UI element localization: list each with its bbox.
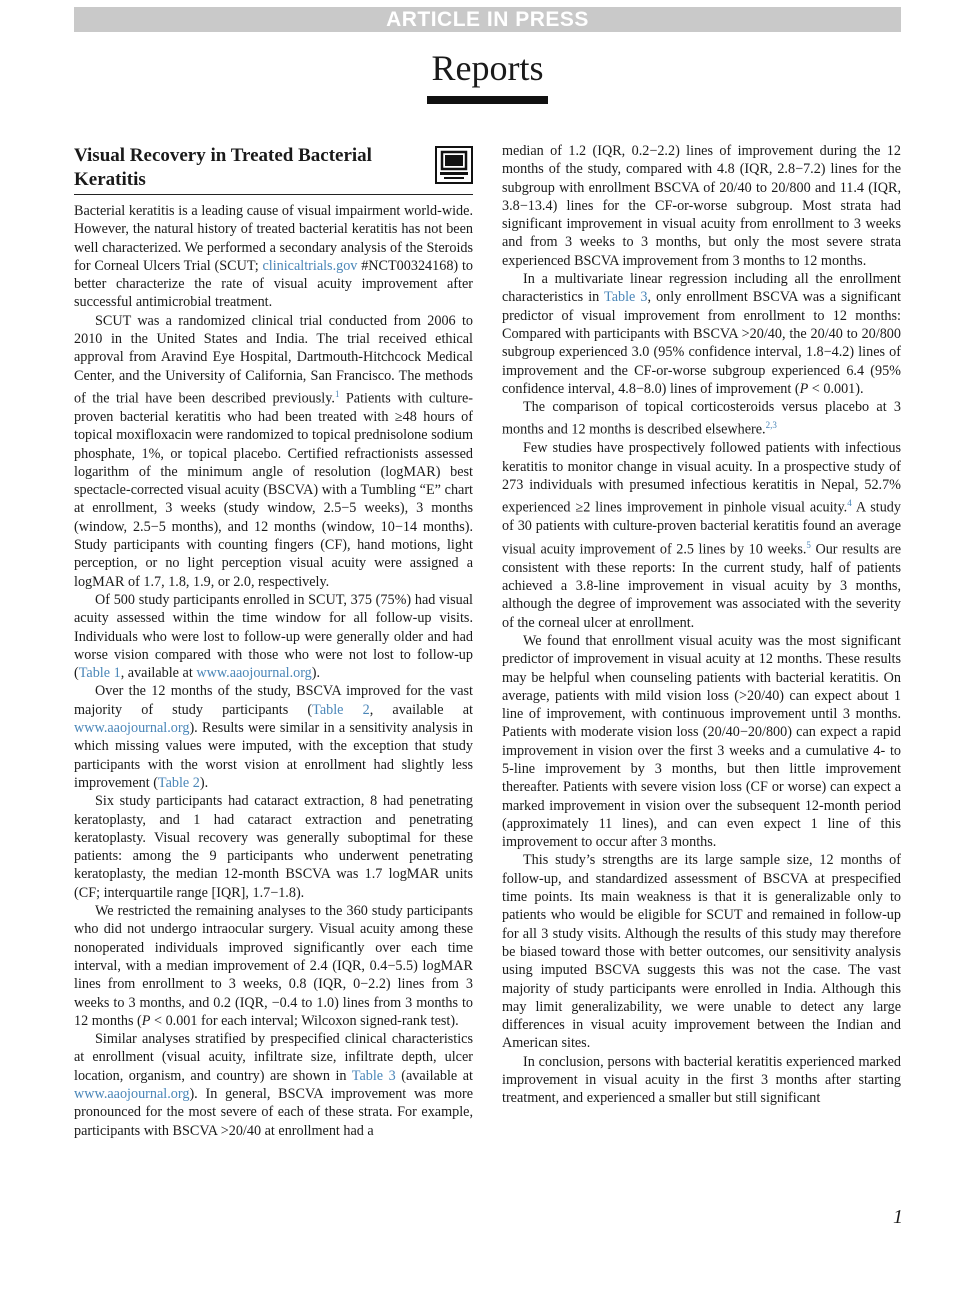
- body-paragraph: [502, 1053, 901, 1108]
- page-number: 1: [893, 1206, 903, 1228]
- paragraph-text: In conclusion, persons with bacterial keratitis experienced marked improvement in visual acuity in the first 3 months after starting treatment, and experienced a smaller but still significant: [502, 1053, 901, 1107]
- inline-link[interactable]: www.aaojournal.org: [74, 720, 190, 737]
- paragraph-text: Of 500 study participants enrolled in SCUT, 375 (75%) had visual acuity assessed within the time window for all follow-up visits. Individuals who were lost to follow-up were generally older and had worse vision compared with those who were not lost to follow-up (: [74, 591, 473, 682]
- paragraph-text: Few studies have prospectively followed patients with infectious keratitis to monitor change in visual acuity. In a prospective study of 273 individuals with presumed infectious keratitis in Nepal, 52.7% experienced ≥2 lines improvement in pinhole visual acuity.: [502, 440, 901, 517]
- paragraph-text: , only enrollment BSCVA was a significant predictor of visual improvement from enrollment to 12 months: Compared with participants with BSCVA >20/40, the 20/40 to 20/800 subgroup experienced 3.0 (95% confidence interval, 1.8−4.2) lines of improvement and the CF-or-worse subgroup experienced 6.4 (95% confidence interval, 4.8−8.0) lines of improvement (: [502, 289, 901, 397]
- left-column-body: [74, 202, 473, 1140]
- body-paragraph: [74, 902, 473, 1030]
- paragraph-text: , available at: [369, 701, 473, 718]
- section-rule: [427, 96, 548, 104]
- paragraph-text: Our results are consistent with these reports: In the current study, half of patients achieved a 3.8-line improvement in visual acuity by 3 months, although the degree of improvement was associated with the severity of the corneal ulcer at enrollment.: [502, 541, 901, 631]
- article-header: [74, 142, 473, 195]
- citation-ref[interactable]: 4: [847, 498, 852, 509]
- body-paragraph: [502, 439, 901, 631]
- paragraph-text: A study of 30 patients with culture-proven bacterial keratitis found an average visual acuity improvement of 2.5 lines by 10 weeks.: [502, 500, 901, 558]
- body-paragraph: [74, 591, 473, 682]
- paragraph-text: This study’s strengths are its large sample size, 12 months of follow-up, and standardized assessment of BSCVA at prespecified time points. Its main weakness is that it is generalizable only to patients who would be eligible for SCUT and remained in follow-up for all 3 study visits. Although the results of this study may therefore be biased toward those with better outcomes, our sensitivity analysis using imputed BSCVA suggests this was not the case. The vast majority of study participants were enrolled in India. Although this may limit generalizability, we were unable to detect any large differences in visual acuity improvement between the Indian and American sites.: [502, 852, 901, 1052]
- article-title: Visual Recovery in Treated Bacterial Keratitis: [74, 145, 372, 190]
- body-paragraph: [502, 142, 901, 270]
- citation-ref[interactable]: 1: [334, 388, 340, 399]
- body-paragraph: [74, 202, 473, 312]
- inline-link[interactable]: Table 1: [78, 665, 121, 682]
- body-paragraph: [502, 851, 901, 1052]
- inline-link[interactable]: clinicaltrials.gov: [262, 257, 358, 274]
- left-column: [74, 142, 473, 1140]
- citation-ref[interactable]: 5: [806, 539, 811, 550]
- paragraph-text: < 0.001).: [808, 380, 864, 397]
- paragraph-text: ). In general, BSCVA improvement was more pronounced for the most severe of each of these strata. For example, participants with BSCVA >20/40 at enrollment had a: [74, 1085, 473, 1139]
- paragraph-text: #NCT00324168) to better characterize the rate of visual acuity improvement after successful antimicrobial treatment.: [74, 257, 473, 311]
- paragraph-text: In a multivariate linear regression including all the enrollment characteristics in: [502, 271, 901, 306]
- paragraph-text: Patients with culture-proven bacterial keratitis who had been treated with ≥48 hours of topical moxifloxacin were randomized to topical prednisolone sodium phosphate, 1%, or topical placebo. Certified refractionists assessed logarithm of the minimum angle of resolution (logMAR) best spectacle-corrected visual acuity (BSCVA) with a Tumbling “E” chart at enrollment, 3 weeks (study window, 2.5−5 weeks), 3 months (window, 2.5−5 months), and 12 months (window, 10−14 months). Study participants with counting fingers (CF), hand motions, light perception, or no light perception visual acuity were assigned a logMAR of 1.7, 1.8, 1.9, or 2.0, respectively.: [74, 390, 473, 590]
- paragraph-text: Six study participants had cataract extraction, 8 had penetrating keratoplasty, and 1 had cataract extraction and penetrating keratoplasty. Visual recovery was generally suboptimal for these patients: among the 9 participants who underwent penetrating keratoplasty, the median 12-month BSCVA was 1.7 logMAR units (CF; interquartile range [IQR], 1.7−1.8).: [74, 793, 473, 901]
- inline-link[interactable]: Table 3: [351, 1067, 396, 1084]
- paragraph-text: < 0.001 for each interval; Wilcoxon signed-rank test).: [150, 1012, 459, 1029]
- monitor-icon: [435, 146, 473, 184]
- right-column-body: [502, 142, 901, 1108]
- paragraph-text: ). Results were similar in a sensitivity analysis in which missing values were imputed, with the exception that study participants with the worst vision at enrollment had slightly less improvement (: [74, 720, 473, 791]
- paragraph-text: , available at: [120, 665, 197, 682]
- body-paragraph: [74, 792, 473, 902]
- right-column: [502, 142, 901, 1108]
- body-paragraph: [74, 1030, 473, 1140]
- body-paragraph: [502, 632, 901, 852]
- paragraph-text: median of 1.2 (IQR, 0.2−2.2) lines of improvement during the 12 months of the study, compared with 4.8 (IQR, 2.8−7.2) lines for the subgroup with enrollment BSCVA of 20/40 to 20/800 and 11.4 (IQR, 3.8−13.4) lines for the CF-or-worse subgroup. Most strata had significant improvement in visual acuity from enrollment to 3 weeks and from 3 weeks to 3 months, but only the most severe strata experienced BSCVA improvement from 3 months to 12 months.: [502, 143, 901, 269]
- citation-ref[interactable]: 2,3: [765, 420, 777, 431]
- body-paragraph: [74, 312, 473, 591]
- paragraph-text: We found that enrollment visual acuity was the most significant predictor of improvement in visual acuity at 12 months. These results may be helpful when counseling patients with bacterial keratitis. On average, patients with mild vision loss (>20/40) can expect about 1 line of improvement, with continuous improvement until 3 months. Patients with moderate vision loss (20/40−20/800) can expect a rapid improvement in vision over the first 3 weeks and a cumulative 4- to 5-line improvement by 3 months, but then little improvement thereafter. Patients with severe vision loss (CF or worse) can expect a marked improvement in vision over the subsequent 12-month period (approximately 11 lines), and can even expect 1 line of this improvement to occur after 3 months.: [502, 632, 901, 851]
- body-paragraph: [502, 398, 901, 439]
- body-paragraph: [502, 270, 901, 398]
- paragraph-text: (available at: [395, 1067, 473, 1084]
- inline-link[interactable]: Table 3: [604, 289, 648, 306]
- paragraph-text: The comparison of topical corticosteroids versus placebo at 3 months and 12 months is described elsewhere.: [502, 399, 901, 439]
- paragraph-text: Bacterial keratitis is a leading cause of visual impairment world-wide. However, the natural history of treated bacterial keratitis has not been well characterized. We performed a secondary analysis of the Steroids for Corneal Ulcers Trial (SCUT;: [74, 203, 473, 274]
- paragraph-text: Over the 12 months of the study, BSCVA improved for the vast majority of study participants (: [74, 683, 473, 718]
- paragraph-text: Similar analyses stratified by prespecified clinical characteristics at enrollment (visual acuity, infiltrate size, infiltrate depth, ulcer location, organism, and country) are shown in: [74, 1031, 473, 1084]
- italic-text: P: [141, 1012, 151, 1029]
- inline-link[interactable]: Table 2: [312, 701, 370, 718]
- body-paragraph: [74, 682, 473, 792]
- article-in-press-banner: ARTICLE IN PRESS: [74, 7, 901, 32]
- inline-link[interactable]: www.aaojournal.org: [196, 665, 312, 682]
- paragraph-text: SCUT was a randomized clinical trial conducted from 2006 to 2010 in the United States and India. The trial received ethical approval from Aravind Eye Hospital, Dartmouth-Hitchcock Medical Center, and the University of California, San Francisco. The methods of the trial have been described previously.: [74, 312, 473, 407]
- paragraph-text: ).: [311, 665, 321, 682]
- italic-text: P: [799, 380, 809, 397]
- section-title: Reports: [431, 48, 544, 88]
- paragraph-text: ).: [199, 774, 209, 791]
- inline-link[interactable]: www.aaojournal.org: [74, 1085, 190, 1102]
- inline-link[interactable]: Table 2: [157, 774, 200, 791]
- paragraph-text: We restricted the remaining analyses to the 360 study participants who did not undergo intraocular surgery. Visual acuity among these nonoperated individuals improved significantly over each time interval, with a median improvement of 2.4 (IQR, 0.4−5.5) logMAR lines from enrollment to 3 weeks, 0.8 (IQR, 0−2.2) lines from 3 weeks to 3 months, and 0.2 (IQR, −0.4 to 1.0) lines from 3 months to 12 months (: [74, 903, 473, 1029]
